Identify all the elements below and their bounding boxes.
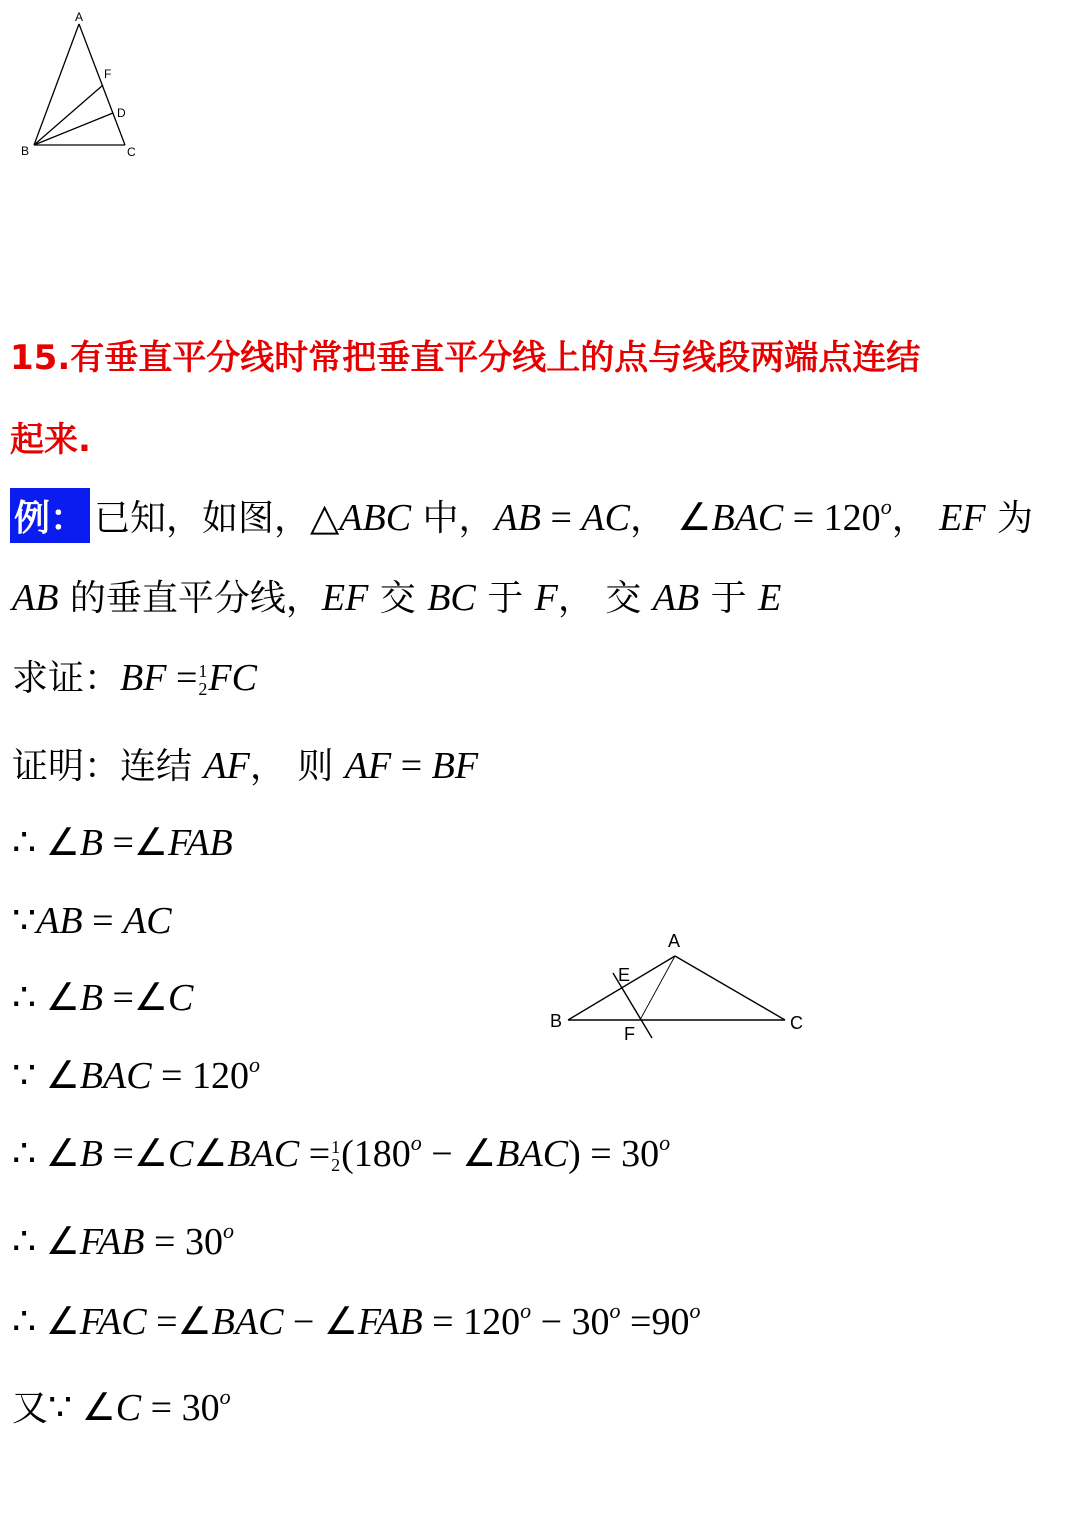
label-c: C — [127, 145, 136, 159]
proof-line-8: ∴ ∠FAC =∠BAC − ∠FAB = $120^o - 30^o =90^o$ — [12, 1298, 701, 1343]
label-f: F — [104, 67, 112, 81]
label-b: B — [21, 144, 30, 158]
proof-line-2: ∴ ∠B =∠FAB — [12, 822, 233, 864]
segment-bd — [34, 113, 113, 145]
proof-line-5: ∵ ∠BAC = $120^o$ — [12, 1052, 260, 1097]
label-b: B — [550, 1011, 563, 1031]
given-line-1: 例： 已知，如图，△ABC 中，AB = AC， ∠BAC = $120^o$， EF 为 — [10, 488, 1033, 543]
segment-af — [640, 956, 675, 1020]
label-c: C — [790, 1013, 803, 1033]
label-a: A — [75, 10, 84, 24]
triangle-figure-mid — [540, 925, 820, 1050]
triangle-figure-top — [15, 5, 150, 165]
section-heading-line1: 15.有垂直平分线时常把垂直平分线上的点与线段两端点连结 — [10, 338, 921, 378]
prove-line: 求证：BF = 1 2 FC — [12, 657, 257, 699]
given-line-2: AB 的垂直平分线，EF 交 BC 于 F， 交 AB 于 E — [12, 577, 782, 619]
label-a: A — [668, 931, 681, 951]
fraction-half: 1 2 — [198, 661, 208, 699]
proof-line-1: 证明：连结 AF， 则 AF = BF — [12, 745, 479, 787]
fraction-half: 1 2 — [331, 1137, 341, 1175]
proof-line-7: ∴ ∠FAB = $30^o$ — [12, 1218, 234, 1263]
segment-ac — [79, 24, 125, 145]
section-heading-line2: 起来. — [10, 420, 91, 460]
proof-line-9: 又∵ ∠C = $30^o$ — [12, 1384, 231, 1429]
label-d: D — [117, 106, 126, 120]
label-e: E — [618, 965, 631, 985]
segment-ab — [34, 24, 79, 145]
proof-line-6: ∴ ∠B =∠C∠BAC = 1 2 ($180^o$ − ∠BAC) = $30^o$ — [12, 1130, 671, 1175]
label-f: F — [624, 1024, 635, 1044]
segment-bf — [34, 85, 103, 145]
segment-ac — [675, 956, 785, 1020]
example-tag: 例： — [10, 488, 90, 543]
proof-line-4: ∴ ∠B =∠C — [12, 977, 194, 1019]
proof-line-3: ∵AB = AC — [12, 900, 172, 942]
